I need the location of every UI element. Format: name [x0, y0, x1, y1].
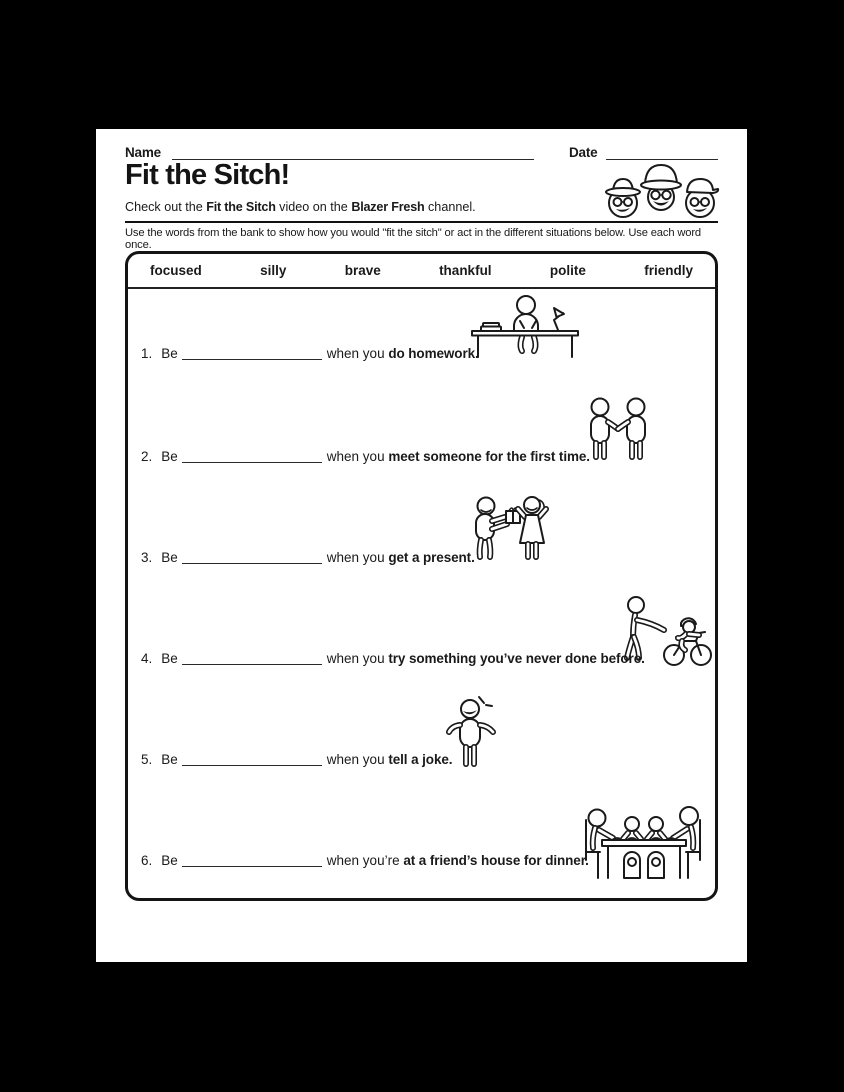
question-be: Be — [161, 853, 178, 868]
question-be: Be — [161, 752, 178, 767]
word-bank-item: thankful — [439, 263, 492, 278]
word-bank-item: silly — [260, 263, 287, 278]
name-label: Name — [125, 145, 161, 160]
answer-blank — [182, 652, 322, 665]
telling-joke-icon — [445, 694, 497, 772]
date-label: Date — [569, 145, 598, 160]
question-phrase: at a friend’s house for dinner. — [403, 853, 589, 868]
question-when: when you — [326, 550, 385, 565]
question-row — [141, 651, 645, 666]
word-bank-item: brave — [344, 263, 381, 278]
question-phrase: try something you’ve never done before. — [388, 651, 645, 666]
handshake-icon — [586, 397, 650, 465]
word-bank-item: focused — [150, 263, 202, 278]
subtitle-text: Check out the — [125, 200, 207, 214]
answer-blank — [182, 854, 322, 867]
question-phrase: meet someone for the first time. — [388, 449, 590, 464]
blazer-fresh-characters-icon — [601, 159, 723, 223]
question-row — [141, 449, 590, 464]
subtitle-text: channel. — [424, 200, 476, 214]
family-dinner-icon — [580, 798, 706, 882]
instructions-text: Use the words from the bank to show how you would "fit the sitch" or act in the different situations below. Use each word once. — [125, 227, 701, 251]
question-row — [141, 550, 475, 565]
question-number: 5. — [141, 752, 153, 767]
question-row — [141, 752, 452, 767]
question-be: Be — [161, 346, 178, 361]
question-be: Be — [161, 651, 178, 666]
worksheet-frame — [125, 251, 718, 901]
question-number: 6. — [141, 853, 153, 868]
question-be: Be — [161, 449, 178, 464]
question-phrase: do homework. — [388, 346, 479, 361]
date-blank-line — [606, 145, 718, 160]
question-number: 3. — [141, 550, 153, 565]
subtitle-text: video on the — [275, 200, 352, 214]
name-blank-line — [172, 145, 534, 160]
question-when: when you — [326, 346, 385, 361]
worksheet-page — [96, 129, 747, 962]
question-row — [141, 853, 589, 868]
subtitle-channel-name: Blazer Fresh — [351, 200, 425, 214]
word-bank-item: polite — [549, 263, 586, 278]
question-row — [141, 346, 479, 361]
page-title: Fit the Sitch! — [125, 159, 290, 191]
answer-blank — [182, 753, 322, 766]
question-when: when you’re — [326, 853, 400, 868]
word-bank — [128, 254, 715, 289]
question-phrase: tell a joke. — [388, 752, 453, 767]
question-number: 4. — [141, 651, 153, 666]
header-divider — [125, 221, 718, 223]
question-phrase: get a present. — [388, 550, 475, 565]
question-number: 2. — [141, 449, 153, 464]
subtitle — [125, 200, 476, 214]
question-when: when you — [326, 449, 385, 464]
question-be: Be — [161, 550, 178, 565]
question-number: 1. — [141, 346, 153, 361]
answer-blank — [182, 347, 322, 360]
word-bank-item: friendly — [644, 263, 693, 278]
answer-blank — [182, 551, 322, 564]
subtitle-video-name: Fit the Sitch — [206, 200, 276, 214]
question-when: when you — [326, 752, 385, 767]
gift-giving-icon — [466, 493, 550, 567]
answer-blank — [182, 450, 322, 463]
student-at-desk-icon — [470, 294, 580, 360]
question-when: when you — [326, 651, 385, 666]
